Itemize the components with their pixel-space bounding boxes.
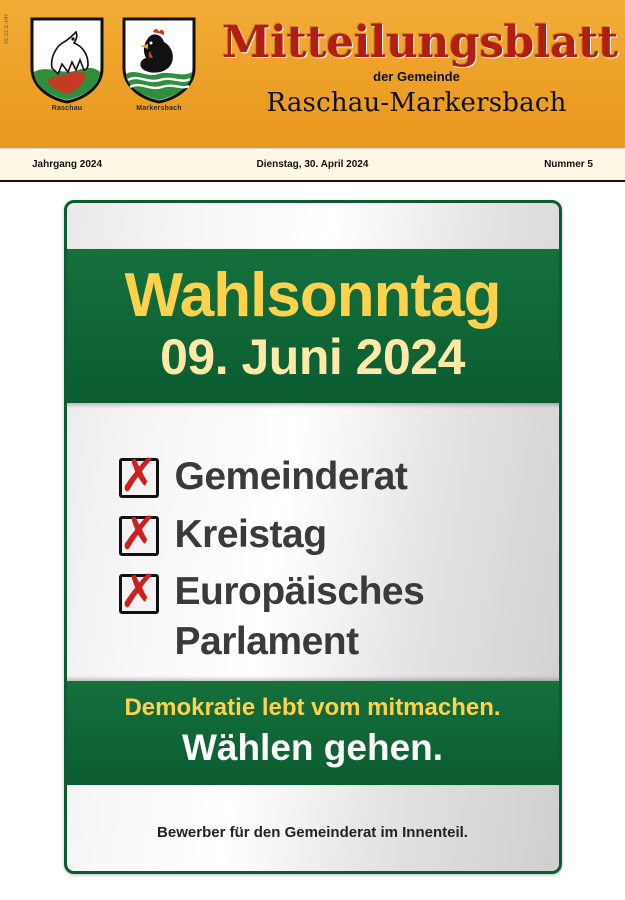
election-label-line2: Parlament bbox=[174, 620, 359, 663]
issue-info-bar bbox=[0, 149, 625, 182]
list-item bbox=[119, 506, 519, 561]
x-cross-icon: ✗ bbox=[119, 564, 158, 618]
crest-markersbach bbox=[120, 16, 198, 112]
election-label-line1: Europäisches bbox=[174, 570, 425, 613]
crest-label-markersbach: Markersbach bbox=[136, 105, 182, 112]
issue-volume: Jahrgang 2024 bbox=[32, 159, 103, 170]
crest-label-raschau: Raschau bbox=[51, 105, 83, 112]
poster-slogan-primary: Demokratie lebt vom mitmachen. bbox=[124, 694, 501, 721]
list-item bbox=[119, 448, 519, 503]
masthead-title-block bbox=[222, 17, 618, 118]
list-item bbox=[119, 564, 519, 667]
coat-of-arms-group bbox=[28, 16, 198, 112]
masthead bbox=[0, 0, 625, 149]
election-label-kreistag: Kreistag bbox=[174, 513, 327, 556]
poster-headline-band bbox=[64, 249, 562, 403]
issue-number: Nummer 5 bbox=[544, 159, 593, 170]
election-poster bbox=[64, 200, 562, 874]
paper-subtitle: der Gemeinde bbox=[373, 69, 460, 84]
issue-date: Dienstag, 30. April 2024 bbox=[256, 159, 369, 170]
poster-slogan-band bbox=[64, 681, 562, 785]
rooster-crest-icon bbox=[120, 16, 198, 104]
poster-headline: Wahlsonntag bbox=[124, 261, 501, 330]
horse-crest-icon bbox=[28, 16, 106, 104]
election-label-gemeinderat: Gemeinderat bbox=[174, 455, 408, 498]
poster-slogan-secondary: Wählen gehen. bbox=[181, 727, 444, 768]
side-code-text: 05.02.E-HH bbox=[4, 14, 10, 45]
crest-raschau bbox=[28, 16, 106, 112]
x-cross-icon: ✗ bbox=[119, 506, 158, 560]
election-list bbox=[119, 448, 519, 673]
x-cross-icon: ✗ bbox=[119, 448, 158, 502]
paper-title: Mitteilungsblatt bbox=[222, 17, 618, 68]
paper-municipality: Raschau-Markersbach bbox=[266, 88, 567, 118]
poster-date: 09. Juni 2024 bbox=[160, 329, 465, 385]
poster-area bbox=[0, 182, 625, 900]
poster-footnote: Bewerber für den Gemeinderat im Innenteil. bbox=[157, 824, 468, 841]
election-label-europaparlament bbox=[175, 567, 425, 667]
